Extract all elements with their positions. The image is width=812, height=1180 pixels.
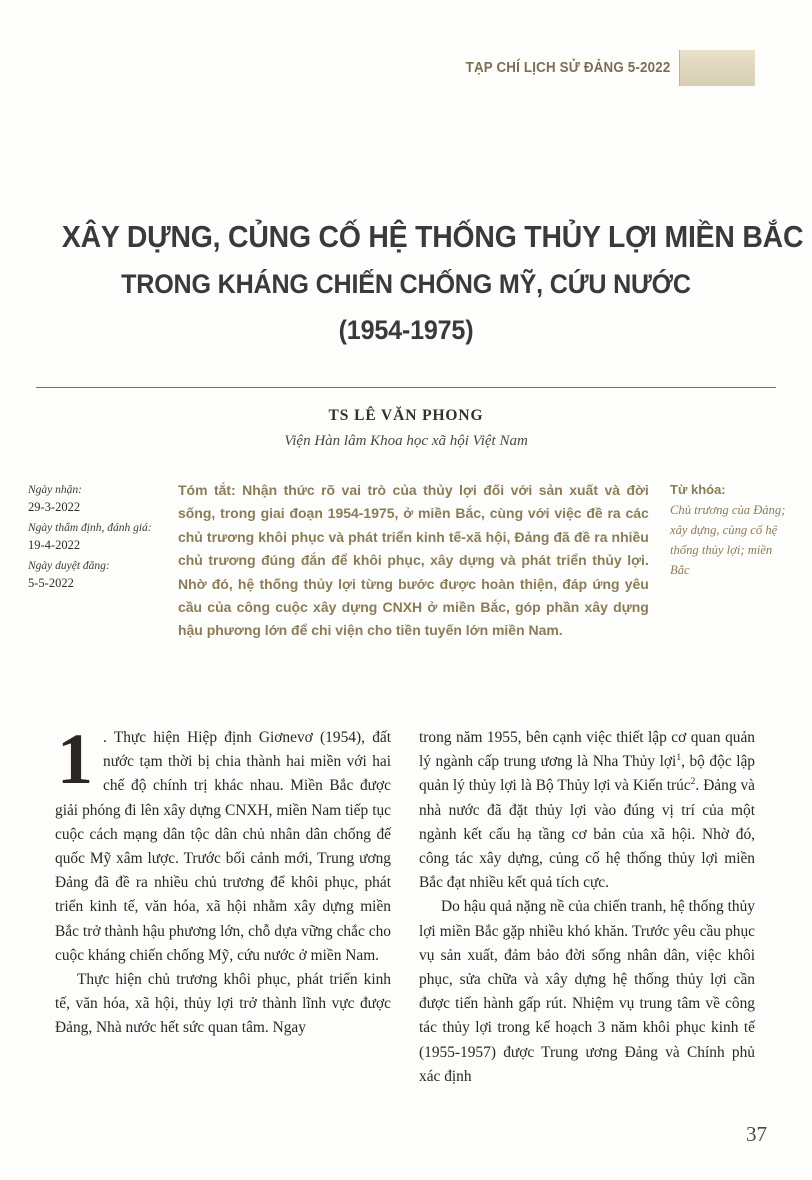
drop-cap: 1 [57,719,93,799]
running-head [0,50,812,86]
author-name: TS LÊ VĂN PHONG [328,407,484,424]
paragraph [419,726,755,895]
paragraph [55,719,391,968]
page-title [36,214,804,353]
author-affiliation: Viện Hàn lâm Khoa học xã hội Việt Nam [284,433,528,449]
paragraph [55,968,391,1041]
title-line-1: XÂY DỰNG, CỦNG CỐ HỆ THỐNG THỦY LỢI MIỀN BẮC [61,220,804,254]
date-label-reviewed: Ngày thẩm định, đánh giá: [28,522,152,534]
body-column-left [55,719,391,1089]
paragraph-text: trong năm 1955, bên cạnh việc thiết lập cơ quan quản lý ngành cấp trung ương là Nha Thủy lợi [419,729,755,771]
date-label-approved: Ngày duyệt đăng: [28,560,110,572]
paragraph-text: . Đảng và nhà nước đã đặt thủy lợi vào đúng vị trí của một ngành kết cấu hạ tầng cơ bản của xã hội. Nhờ đó, công tác xây dựng, củng cố hệ thống thủy lợi miền Bắc đạt nhiều kết quả tích cực. [419,777,755,892]
abstract-band [28,480,790,644]
date-value-reviewed: 19-4-2022 [28,538,81,552]
paragraph-text: . Thực hiện Hiệp định Giơnevơ (1954), đất nước tạm thời bị chia thành hai miền với hai chế độ chính trị khác nhau. Miền Bắc được giải phóng đi lên xây dựng CNXH, miền Nam tiếp tục cuộc cách mạng dân tộc dân chủ nhân dân chống đế quốc Mỹ xâm lược. Trước bối cảnh mới, Trung ương Đảng đã đề ra nhiều chủ trương để khôi phục, phát triển kinh tế, văn hóa, xã hội nhằm xây dựng miền Bắc trở thành hậu phương lớn, chỗ dựa vững chắc cho cuộc kháng chiến chống Mỹ, cứu nước ở miền Nam. [55,729,391,964]
paragraph-text: Do hậu quả nặng nề của chiến tranh, hệ thống thủy lợi miền Bắc gặp nhiều khó khăn. Trước yêu cầu phục vụ sản xuất, đảm bảo đời sống nhân dân, việc khôi phục, sửa chữa và xây dựng hệ thống thủy lợi cần được tiến hành gấp rút. Nhiệm vụ trung tâm về công tác thủy lợi trong kế hoạch 3 năm khôi phục kinh tế (1955-1957) được Trung ương Đảng và Chính phủ xác định [419,898,755,1085]
keywords [670,480,790,580]
paragraph [419,895,755,1089]
keywords-label: Từ khóa: [670,482,726,497]
title-line-2: TRONG KHÁNG CHIẾN CHỐNG MỸ, CỨU NƯỚC [121,269,691,299]
title-line-3: (1954-1975) [338,315,474,345]
date-label-received: Ngày nhận: [28,484,82,496]
page-number: 37 [746,1122,767,1146]
title-divider [36,387,776,388]
abstract [160,480,670,644]
footnote-ref-1[interactable]: 1 [676,753,682,764]
keywords-text: Chủ trương của Đảng; xây dựng, củng cố hệ thống thủy lợi; miền Bắc [670,503,786,577]
abstract-body: Nhận thức rõ vai trò của thủy lợi đối với sản xuất và đời sống, trong giai đoạn 1954-1975, ở miền Bắc, cùng với việc đề ra các chủ trương khôi phục và phát triển kinh tế-xã hội, Đảng đã đề ra nhiều chủ trương đúng đắn để khôi phục, xây dựng và phát triển thủy lợi. Nhờ đó, hệ thống thủy lợi từng bước được hoàn thiện, đáp ứng yêu cầu của công cuộc xây dựng CNXH ở miền Bắc, góp phần xây dựng hậu phương lớn để chi viện cho tiền tuyến lớn miền Nam. [178,483,649,640]
date-value-received: 29-3-2022 [28,500,81,514]
abstract-text [178,480,649,644]
body-columns [55,719,767,1089]
paragraph-text: Thực hiện chủ trương khôi phục, phát triển kinh tế, văn hóa, xã hội, thủy lợi trở thành lĩnh vực được Đảng, Nhà nước hết sức quan tâm. Ngay [55,971,391,1037]
abstract-label: Tóm tắt: [178,483,236,499]
date-value-approved: 5-5-2022 [28,576,74,590]
footnote-ref-2[interactable]: 2 [690,777,696,788]
paragraph-text: , bộ độc lập quản lý thủy lợi là Bộ Thủy lợi và Kiến trúc [419,753,756,795]
author-block [36,407,776,450]
running-head-text: TẠP CHÍ LỊCH SỬ ĐẢNG 5-2022 [466,50,680,86]
running-head-decorative-block [680,50,755,86]
body-column-right [419,726,755,1089]
submission-dates [28,480,160,596]
